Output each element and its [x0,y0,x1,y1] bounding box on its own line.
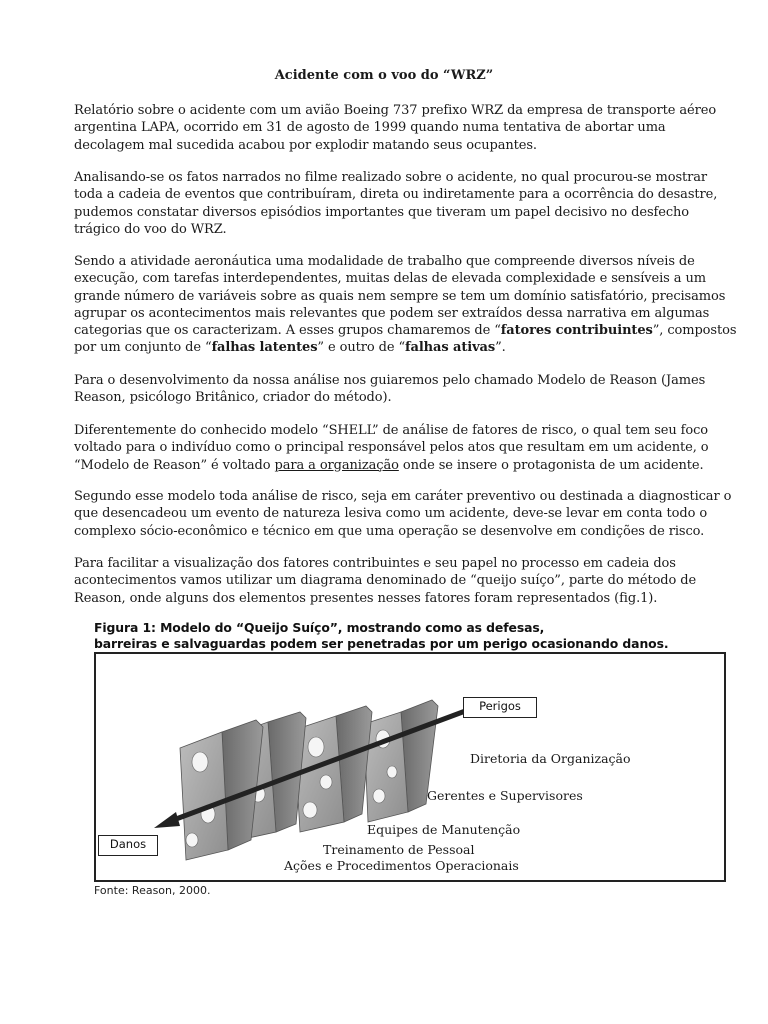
swiss-cheese-diagram [94,652,726,882]
paragraph-4 [74,372,714,407]
text-line [74,322,737,339]
text-line: voltado para o indivíduo como o principal responsável pelos atos que resultam em um acidente, o [74,440,709,456]
text-run: ” e outro de “ [317,340,406,356]
text-line: grande número de variáveis sobre as quais nem sempre se tem um domínio satisfatório, precisamos [74,288,726,304]
text-line: acontecimentos vamos utilizar um diagrama denominado de “queijo suíço”, parte do método de [74,573,697,589]
layer-label-acoes: Ações e Procedimentos Operacionais [284,858,519,873]
text-line: argentina LAPA, ocorrido em 31 de agosto de 1999 quando numa tentativa de abortar uma [74,120,666,136]
danos-tag: Danos [98,835,158,856]
bold-term-falhas-ativas: falhas ativas [405,340,496,356]
perigos-tag: Perigos [463,697,537,718]
caption-line: barreiras e salvaguardas podem ser penetradas por um perigo ocasionando danos. [94,635,669,651]
paragraph-5 [74,422,714,474]
paragraph-2 [74,169,718,238]
text-run: por um conjunto de “ [74,340,212,356]
text-run: ”, compostos [652,323,737,339]
text-run: categorias que os caracterizam. A esses grupos chamaremos de “ [74,323,501,339]
bold-term-fatores-contribuintes: fatores contribuintes [500,323,653,339]
text-line: agrupar os acontecimentos mais relevantes que podem ser extraídos dessa narrativa em algumas [74,305,710,321]
text-line: que desencadeou um evento de natureza lesiva como um acidente, deve-se levar em conta todo o [74,506,708,522]
document-title: Acidente com o voo do “WRZ” [274,68,494,83]
text-line: complexo sócio-econômico e técnico em que uma operação se desenvolve em condições de risco. [74,523,705,539]
text-line: toda a cadeia de eventos que contribuíram, direta ou indiretamente para a ocorrência do desastre, [74,187,718,203]
text-line: Segundo esse modelo toda análise de risco, seja em caráter preventivo ou destinada a diagnosticar o [74,489,732,504]
layer-label-gerentes: Gerentes e Supervisores [427,788,583,803]
text-line: decolagem mal sucedida acabou por explodir matando seus ocupantes. [74,137,537,153]
text-line: Diferentemente do conhecido modelo “SHELL” de análise de fatores de risco, o qual tem seu foco [74,423,709,438]
text-run: ”. [495,340,506,356]
paragraph-7 [74,555,714,607]
layer-label-manutencao: Equipes de Manutenção [367,822,521,837]
text-line: Reason, psicólogo Britânico, criador do método). [74,390,392,406]
text-line: pudemos constatar diversos episódios importantes que tiveram um papel decisivo no desfecho [74,204,690,220]
paragraph-1 [74,102,717,154]
text-line [74,339,714,356]
text-line: Analisando-se os fatos narrados no filme realizado sobre o acidente, no qual procurou-se mostrar [74,170,708,185]
paragraph-3 [74,253,737,357]
figure-caption [94,620,734,651]
figure-source: Fonte: Reason, 2000. [94,884,211,897]
underlined-phrase: para a organização [274,457,399,473]
text-run: “Modelo de Reason” é voltado [74,457,275,473]
bold-term-falhas-latentes: falhas latentes [211,340,318,356]
caption-line: Figura 1: Modelo do “Queijo Suíço”, mostrando como as defesas, [94,620,545,635]
text-line: Relatório sobre o acidente com um avião Boeing 737 prefixo WRZ da empresa de transporte aéreo [74,103,717,118]
text-run: onde se insere o protagonista de um acidente. [398,457,704,473]
layer-label-diretoria: Diretoria da Organização [470,751,631,766]
text-line [74,457,714,474]
text-line: Para o desenvolvimento da nossa análise nos guiaremos pelo chamado Modelo de Reason (James [74,373,706,388]
layer-label-treinamento: Treinamento de Pessoal [323,842,475,857]
text-line: Sendo a atividade aeronáutica uma modalidade de trabalho que compreende diversos níveis de [74,254,695,269]
cheese-slice-4 [364,700,438,822]
text-line: trágico do voo do WRZ. [74,221,227,237]
text-line: execução, com tarefas interdependentes, muitas delas de elevada complexidade e sensíveis a um [74,271,706,287]
paragraph-6 [74,488,732,540]
text-line: Reason, onde alguns dos elementos presentes nesses fatores foram representados (fig.1). [74,590,658,606]
text-line: Para facilitar a visualização dos fatores contribuintes e seu papel no processo em cadeia dos [74,556,676,571]
